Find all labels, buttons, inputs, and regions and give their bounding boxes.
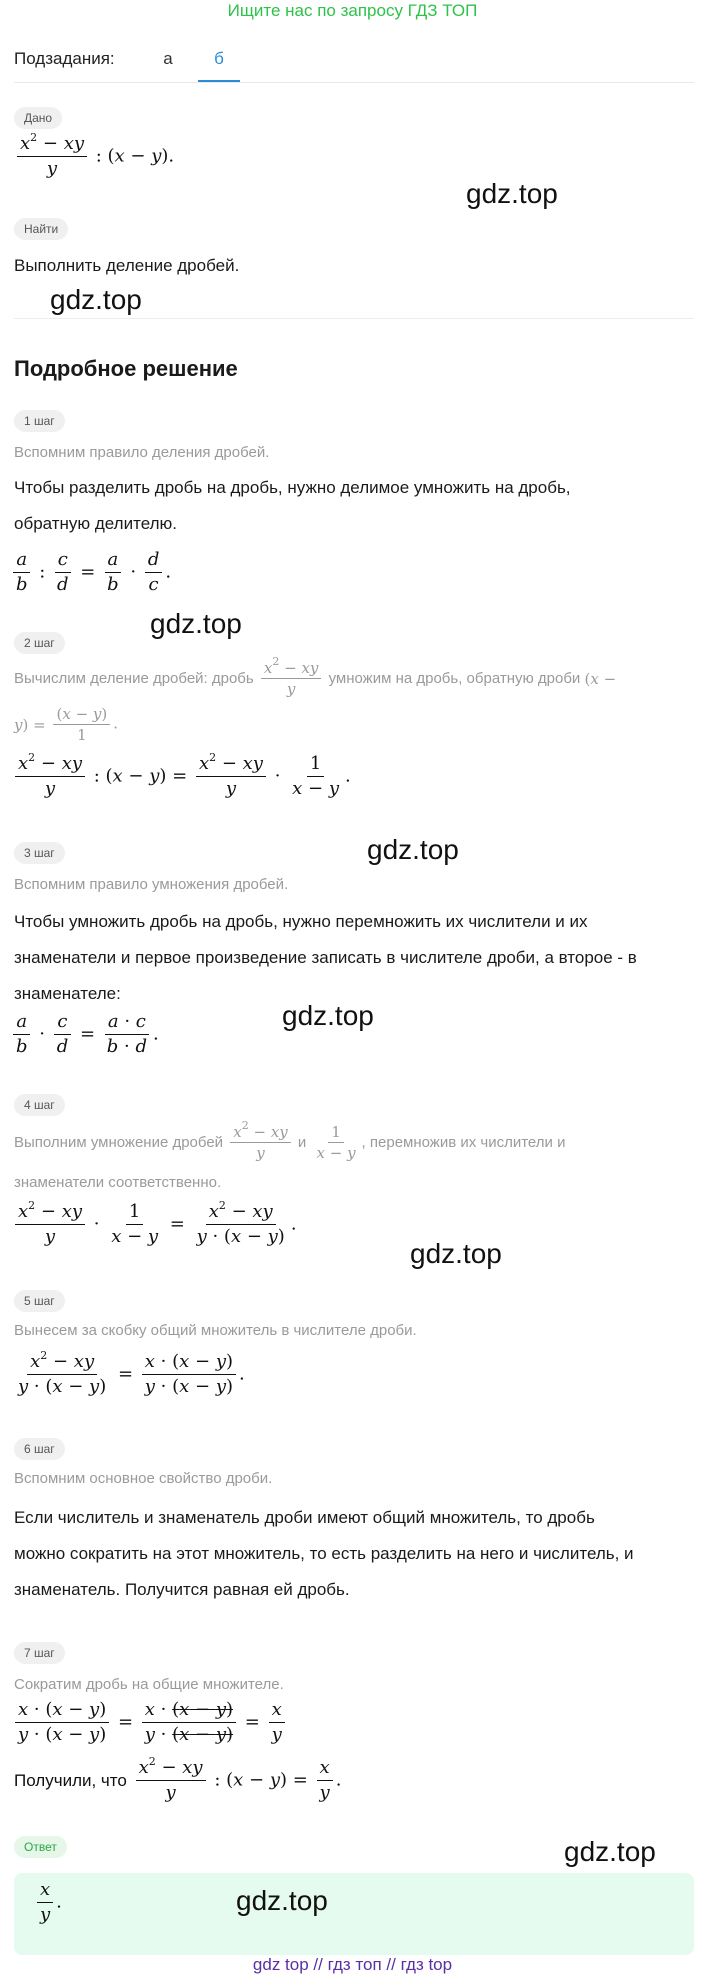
footer-links[interactable]: gdz top // гдз топ // гдз top (252, 1955, 453, 1974)
step-3-note: Вспомним правило умножения дробей. (14, 876, 289, 893)
step-1-chip: 1 шаг (14, 410, 65, 432)
step-4-note: Выполним умножение дробей $\frac{x^2 - xy}{y}$ и $\frac{1}{x - y}$ , перемножив их числители и (14, 1119, 566, 1162)
step-2-formula: $\frac{x^2 - xy}{y}$ : (x − y) = $\frac{x^2 - xy}{y}$ · $\frac{1}{x - y}$ . (12, 754, 351, 799)
watermark: gdz.top (410, 1238, 502, 1269)
tab-a[interactable]: а (163, 49, 173, 68)
given-expression: $\frac{x^2 - xy}{y}$ : (x − y). (14, 134, 174, 179)
step-6-chip: 6 шаг (14, 1438, 65, 1460)
subtasks-bar (14, 42, 694, 83)
watermark: gdz.top (466, 178, 558, 209)
step-5-formula: $\frac{x^2 - xy}{y \cdot (x - y)}$ = $\frac{x \cdot (x - y)}{y \cdot (x - y)}$ . (18, 1349, 245, 1397)
step-3-text-2: знаменатели и первое произведение записать в числителе дроби, а второе - в (14, 948, 637, 967)
step-7-result: Получили, что $\frac{x^2 - xy}{y}$ : (x − y) = $\frac{x}{y}$ . (14, 1755, 342, 1803)
step-1-note: Вспомним правило деления дробей. (14, 444, 270, 461)
search-banner[interactable]: Ищите нас по запросу ГДЗ ТОП (227, 1, 478, 20)
watermark: gdz.top (564, 1836, 656, 1867)
divider (14, 318, 694, 319)
step-6-note: Вспомним основное свойство дроби. (14, 1470, 273, 1487)
step-3-chip: 3 шаг (14, 842, 65, 864)
step-2-chip: 2 шаг (14, 632, 65, 654)
subtasks-label: Подзадания: (14, 49, 115, 68)
answer-box (14, 1873, 694, 1955)
watermark: gdz.top (150, 608, 242, 639)
answer-expression: $\frac{x}{y}$ . (34, 1880, 62, 1925)
answer-chip: Ответ (14, 1836, 67, 1858)
step-5-chip: 5 шаг (14, 1290, 65, 1312)
step-6-text-3: знаменатель. Получится равная ей дробь. (14, 1580, 350, 1599)
step-4-note-cont: знаменатели соответственно. (14, 1174, 222, 1191)
watermark: gdz.top (50, 284, 142, 315)
watermark: gdz.top (367, 834, 459, 865)
step-3-text-3: знаменателе: (14, 984, 121, 1003)
step-6-text-1: Если числитель и знаменатель дроби имеют общий множитель, то дробь (14, 1508, 595, 1527)
step-1-formula: $\frac{a}{b}$ : $\frac{c}{d}$ = $\frac{a}{b}$ · $\frac{d}{c}$ . (10, 550, 171, 595)
step-1-text-1: Чтобы разделить дробь на дробь, нужно делимое умножить на дробь, (14, 478, 571, 497)
step-5-note: Вынесем за скобку общий множитель в числителе дроби. (14, 1322, 417, 1339)
step-3-formula: $\frac{a}{b}$ · $\frac{c}{d}$ = $\frac{a \cdot c}{b \cdot d}$ . (10, 1012, 159, 1057)
tab-b[interactable]: б (214, 49, 224, 68)
watermark: gdz.top (282, 1000, 374, 1031)
step-4-formula: $\frac{x^2 - xy}{y}$ · $\frac{1}{x - y}$ = $\frac{x^2 - xy}{y \cdot (x - y)}$ . (12, 1202, 297, 1247)
step-7-note: Сократим дробь на общие множителе. (14, 1676, 284, 1693)
step-6-text-2: можно сократить на этот множитель, то есть разделить на него и числитель, и (14, 1544, 634, 1563)
solution-title: Подробное решение (14, 356, 238, 381)
step-7-chip: 7 шаг (14, 1642, 65, 1664)
step-2-note: Вычислим деление дробей: дробь $\frac{x^2 - xy}{y}$ умножим на дробь, обратную дроби (x − (14, 655, 617, 698)
find-text: Выполнить деление дробей. (14, 256, 240, 275)
active-tab-indicator (198, 80, 240, 82)
given-chip: Дано (14, 107, 62, 129)
find-chip: Найти (14, 218, 68, 240)
step-2-note-cont: y) = $\frac{(x - y)}{1}$ . (14, 705, 119, 744)
step-3-text-1: Чтобы умножить дробь на дробь, нужно перемножить их числители и их (14, 912, 588, 931)
step-7-formula: $\frac{x \cdot (x - y)}{y \cdot (x - y)}$ = $\frac{x \cdot (x - y)}{y \cdot (x - y)}$ = $\frac{x}{y}$ (12, 1700, 288, 1745)
watermark: gdz.top (236, 1885, 328, 1916)
step-4-chip: 4 шаг (14, 1094, 65, 1116)
step-1-text-2: обратную делителю. (14, 514, 177, 533)
